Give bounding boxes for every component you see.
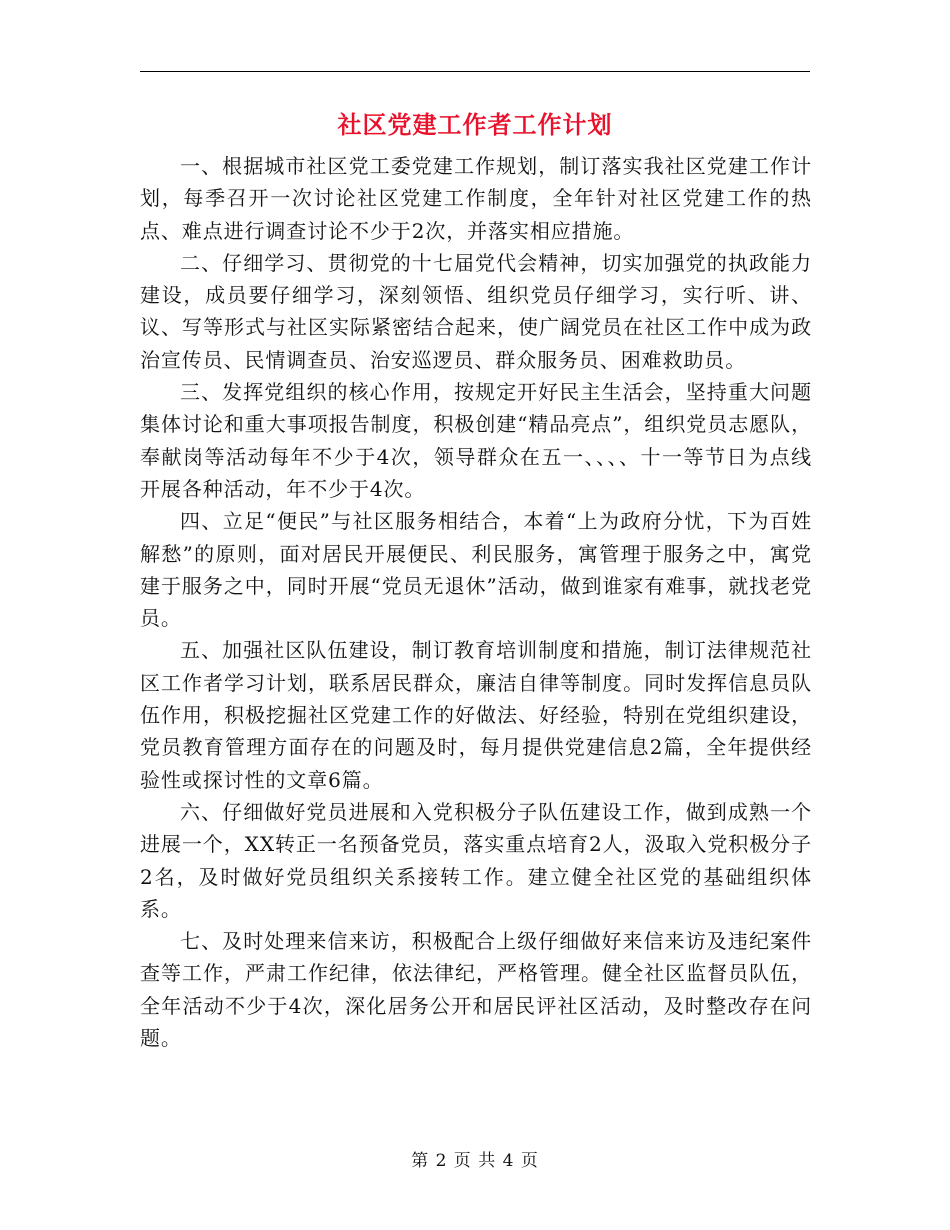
page-number-footer: 第 2 页 共 4 页 xyxy=(411,1151,539,1171)
paragraph-1: 一、根据城市社区党工委党建工作规划，制订落实我社区党建工作计划，每季召开一次讨论社区党建工作制度，全年针对社区党建工作的热点、难点进行调查讨论不少于2次，并落实相应措施。 xyxy=(140,154,812,243)
paragraph-6: 六、仔细做好党员进展和入党积极分子队伍建设工作，做到成熟一个进展一个，XX转正一名预备党员，落实重点培育2人，汲取入党积极分子2名，及时做好党员组织关系接转工作。建立健全社区党的基础组织体系。 xyxy=(140,799,812,921)
paragraph-2: 二、仔细学习、贯彻党的十七届党代会精神，切实加强党的执政能力建设，成员要仔细学习，深刻领悟、组织党员仔细学习，实行听、讲、议、写等形式与社区实际紧密结合起来，使广阔党员在社区工作中成为政治宣传员、民情调查员、治安巡逻员、群众服务员、困难救助员。 xyxy=(140,250,812,372)
paragraph-7: 七、及时处理来信来访，积极配合上级仔细做好来信来访及违纪案件查等工作，严肃工作纪律，依法律纪，严格管理。健全社区监督员队伍，全年活动不少于4次，深化居务公开和居民评社区活动，及时整改存在问题。 xyxy=(140,929,812,1051)
paragraph-4: 四、立足“便民”与社区服务相结合，本着“上为政府分忧，下为百姓解愁”的原则，面对居民开展便民、利民服务，寓管理于服务之中，寓党建于服务之中，同时开展“党员无退休”活动，做到谁家有难事，就找老党员。 xyxy=(140,509,812,631)
paragraph-5: 五、加强社区队伍建设，制订教育培训制度和措施，制订法律规范社区工作者学习计划，联系居民群众，廉洁自律等制度。同时发挥信息员队伍作用，积极挖掘社区党建工作的好做法、好经验，特别在党组织建设，党员教育管理方面存在的问题及时，每月提供党建信息2篇，全年提供经验性或探讨性的文章6篇。 xyxy=(140,638,812,792)
document-title: 社区党建工作者工作计划 xyxy=(337,110,613,139)
document-body xyxy=(140,150,812,1054)
header-rule xyxy=(140,71,810,72)
paragraph-3: 三、发挥党组织的核心作用，按规定开好民主生活会，坚持重大问题集体讨论和重大事项报告制度，积极创建“精品亮点”，组织党员志愿队，奉献岗等活动每年不少于4次，领导群众在五一、、、、十一等节日为点线开展各种活动，年不少于4次。 xyxy=(140,380,812,501)
